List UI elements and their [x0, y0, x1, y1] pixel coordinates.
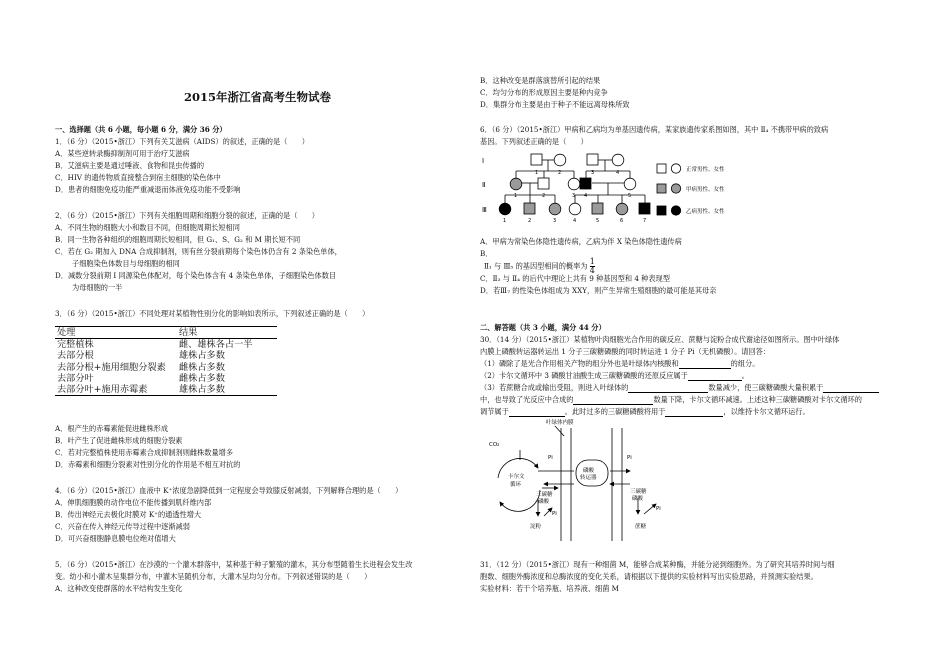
label-tp-out-1: 三碳糖: [630, 489, 647, 495]
section-choice-heading: 一、选择题（共 6 小题，每小题 6 分，满分 36 分）: [55, 125, 227, 134]
table-row: [55, 373, 277, 384]
q4-option-c: C．兴奋在传入神经元传导过程中逐渐减弱: [55, 522, 190, 531]
q1-stem: 1．（6 分）（2015•浙江）下列有关艾滋病（AIDS）的叙述，正确的是（ ）: [55, 137, 309, 146]
q30-chloroplast-diagram: [480, 416, 780, 546]
q6-option-b-label: B．: [480, 249, 493, 258]
label-inner-membrane: 叶绿体内膜: [546, 420, 574, 426]
q3-cell-result: 雄株占多数: [179, 350, 225, 362]
pedigree-iii3-female: [549, 203, 561, 215]
legend-normal-male: [657, 164, 666, 173]
q5-stem-line1: 5．（6 分）（2015•浙江）在沙漠的一个灌木群落中，某种基于种子繁殖的灌木，其分布型随着生长进程会发生改: [55, 560, 413, 569]
label-pi-left: Pi: [548, 455, 553, 461]
pedigree-ii2-male: [538, 178, 549, 189]
pedigree-i2-female: [554, 154, 566, 166]
q2-option-c-line1: C．若在 G₂ 期加入 DNA 合成抑制剂，则有丝分裂前期每个染色体仍含有 2 条染色单体，: [55, 247, 342, 256]
q31-line3: 实验材料：若干个培养瓶、培养液、细菌 M: [480, 584, 620, 593]
q3-table: [55, 326, 277, 396]
pedigree-ii4-male: [580, 178, 591, 189]
legend-normal-label: 正常男性、女性: [686, 167, 725, 173]
q6-stem-line1: 6．（6 分）（2015•浙江）甲病和乙病均为单基因遗传病，某家族遗传家系图如图，其中 Ⅱ₄ 不携带甲病的致病: [480, 125, 829, 134]
label-calvin-2: 循环: [510, 482, 522, 488]
pedigree-iii6-female: [616, 203, 628, 215]
q30-line2: 内膜上磷酸转运器转运出 1 分子三碳糖磷酸的同时转运进 1 分子 Pi（无机磷酸）。请回答：: [480, 347, 771, 356]
q30-sub3: [480, 382, 879, 393]
q30-sub3-line3-text: 调节属于: [480, 407, 509, 416]
gen1-num: 4: [616, 170, 620, 176]
pedigree-iii7-male: [639, 203, 650, 214]
gen2-num: 5: [628, 193, 632, 199]
q6-option-a: A．甲病为常染色体隐性遗传病，乙病为伴 X 染色体隐性遗传病: [480, 237, 682, 246]
section-answer-heading: 二、解答题（共 3 小题，满分 44 分）: [480, 323, 606, 332]
fraction-denominator: 4: [589, 266, 595, 275]
q4-option-a: A．伸肌细胞膜的动作电位不能传播到肌纤维内部: [55, 498, 212, 507]
q6-stem-line2: 基因。下列叙述正确的是（ ）: [480, 137, 588, 146]
pedigree-ii5-female: [624, 178, 636, 190]
legend-normal-female: [671, 164, 680, 173]
q3-cell-treatment: 去部分叶: [57, 372, 94, 384]
q2-option-d-line1: D．减数分裂前期 I 同源染色体配对，每个染色体含有 4 条染色单体，子细胞染色体数目: [55, 271, 337, 280]
q5-stem-line2: 变。幼小和小灌木呈集群分布，中灌木呈随机分布，大灌木呈均匀分布。下列叙述错误的是（ ）: [55, 572, 372, 581]
table-row: [55, 350, 277, 361]
q30-sub3-line3-tail: ，以维持卡尔文循环运行。: [723, 407, 810, 416]
gen3-num: 6: [620, 218, 624, 224]
legend-yi-label: 乙病男性、女性: [686, 209, 725, 215]
q30-sub3-line2-text: 中，也导致了光反应中合成的: [480, 395, 574, 404]
legend-yi-female: [671, 206, 680, 215]
q5-option-d: D．集群分布主要是由于种子不能远离母株所致: [480, 100, 630, 109]
legend-jia-female: [671, 184, 680, 193]
q30-sub3-text: （3）若蔗糖合成或输出受阻，则进入叶绿体的: [480, 383, 629, 392]
q3-cell-result: 雄株占多数: [177, 384, 277, 396]
label-co2: CO₂: [489, 442, 500, 448]
gen2-num: 4: [584, 193, 588, 199]
table-row: [55, 362, 277, 373]
q30-line1: 30．（14 分）（2015•浙江）某植物叶肉细胞光合作用的碳反应、蔗糖与淀粉合成代谢途径如图所示。图中叶绿体: [480, 335, 840, 344]
q6-option-c: C．Ⅱ₃ 与 Ⅱ₄ 的后代中理论上共有 9 种基因型和 4 种表现型: [480, 274, 670, 283]
q5-option-a: A．这种改变使群落的水平结构发生变化: [55, 584, 183, 593]
q1-option-c: C．HIV 的遗传物质直接整合到宿主细胞的染色体中: [55, 173, 221, 182]
pedigree-iii4-female: [569, 203, 581, 215]
q31-line2: 胞数、细胞外酶浓度和总酶浓度的变化关系，请根据以下提供的实验材料写出实验思路，并预测实验结果。: [480, 572, 818, 581]
q30-sub2: [480, 370, 749, 381]
pedigree-i3-male: [587, 154, 598, 165]
q2-option-a: A．不同生物的细胞大小和数目不同，但细胞周期长短相同: [55, 223, 240, 232]
gen3-num: 4: [573, 218, 577, 224]
pedigree-i1-male: [531, 154, 542, 165]
q4-option-b: B．传出神经元去极化时膜对 K⁺的通透性增大: [55, 510, 202, 519]
q2-option-d-line2: 为母细胞的一半: [72, 283, 123, 292]
q30-sub3-line3-mid: 。此时过多的三碳糖磷酸将用于: [564, 407, 666, 416]
gen3-num: 5: [596, 218, 600, 224]
q5-option-b: B．这种改变是群落演替所引起的结果: [480, 76, 601, 85]
gen3-num: 1: [503, 218, 507, 224]
q6-option-d: D．若Ⅲ₇ 的性染色体组成为 XXY，则产生异常生殖细胞的最可能是其母亲: [480, 286, 717, 295]
q3-option-c: C．若对完整植株使用赤霉素合成抑制剂则雌株数量增多: [55, 448, 234, 457]
gen2-num: 3: [572, 193, 576, 199]
q2-stem: 2．（6 分）（2015•浙江）下列有关细胞周期和细胞分裂的叙述，正确的是（ ）: [55, 211, 319, 220]
q30-sub1: [480, 358, 759, 369]
legend-jia-male: [657, 184, 666, 193]
q30-sub3-line2-tail: 数量下降，卡尔文循环减速。上述这种三碳糖磷酸对卡尔文循环的: [653, 395, 862, 404]
q30-sub1-text: （1）磷除了是光合作用相关产物的组分外也是叶绿体内核酸和: [480, 359, 679, 368]
pedigree-iii2-male: [524, 203, 535, 214]
q1-option-a: A．某些逆转录酶抑制剂可用于治疗艾滋病: [55, 149, 190, 158]
q1-option-d: D．患者的细胞免疫功能严重减退而体液免疫功能不受影响: [55, 185, 241, 194]
pedigree-iii1-female: [499, 203, 511, 215]
q4-option-d: D．可兴奋细胞静息膜电位绝对值增大: [55, 534, 176, 543]
gen1-num: 3: [591, 170, 595, 176]
q4-stem: 4．（6 分）（2015•浙江）血液中 K⁺浓度急剧降低到一定程度会导致膝反射减弱，下列解释合理的是（ ）: [55, 486, 403, 495]
q3-option-a: A．根产生的赤霉素能促进雌株形成: [55, 424, 169, 433]
pedigree-i4-female: [612, 154, 624, 166]
label-pi-out: Pi: [656, 506, 661, 512]
q30-sub2-text: （2）卡尔文循环中 3 磷酸甘油酸生成三碳糖磷酸的还原反应属于: [480, 371, 688, 380]
gen3-num: 3: [553, 218, 557, 224]
q3-stem: 3．（6 分）（2015•浙江）不同处理对某植物性别分化的影响如表所示，下列叙述正确的是（ ）: [55, 309, 370, 318]
gen2-num: 1: [514, 193, 518, 199]
table-row: [55, 384, 277, 396]
q6-pedigree-diagram: [480, 148, 780, 238]
q30-sub1-tail: 的组分。: [730, 359, 760, 368]
q2-option-b: B．同一生物各种组织的细胞周期长短相同，但 G₁、S、G₂ 和 M 期长短不同: [55, 235, 301, 244]
q30-sub3-line2: [480, 394, 862, 405]
gen1-num: 2: [558, 170, 562, 176]
label-transporter-1: 磷酸: [583, 468, 595, 474]
gen3-num: 7: [643, 218, 647, 224]
q3-cell-result: 雌、雄株各占一半: [179, 339, 253, 351]
gen-label-3: Ⅲ: [482, 206, 487, 214]
label-tp-in-2: 磷酸: [538, 499, 550, 505]
table-row: [55, 339, 277, 351]
gen-label-1: Ⅰ: [482, 157, 485, 165]
legend-yi-male: [657, 206, 666, 215]
pedigree-iii5-male: [592, 203, 603, 214]
label-tp-out-2: 磷酸: [632, 496, 644, 502]
label-starch: 淀粉: [530, 524, 542, 530]
q3-option-b: B．叶产生了促进雌株形成的细胞分裂素: [55, 436, 183, 445]
gen1-num: 1: [535, 170, 539, 176]
pedigree-ii1-female: [510, 178, 522, 190]
label-pi-starch: Pi: [552, 511, 557, 517]
fraction-numerator: 1: [589, 257, 595, 266]
label-tp-in-1: 三碳糖: [536, 492, 553, 498]
q5-option-c: C．均匀分布的形成原因主要是种内竞争: [480, 88, 608, 97]
q3-cell-treatment: 完整植株: [57, 339, 94, 351]
q31-line1: 31．（12 分）（2015•浙江）现有一种细菌 M，能够合成某种酶，并能分泌到细胞外。为了研究其培养时间与细: [480, 560, 835, 569]
q30-sub2-tail: 。: [741, 371, 749, 380]
label-pi-right: Pi: [627, 455, 632, 461]
label-transporter-2: 转运器: [580, 475, 597, 481]
q2-option-c-line2: 子细胞染色体数目与母细胞的相同: [72, 259, 180, 268]
gen3-num: 2: [528, 218, 532, 224]
q3-cell-result: 雌株占多数: [179, 361, 225, 373]
exam-title: 2015年浙江省高考生物试卷: [183, 90, 331, 104]
pedigree-ii3-female: [568, 178, 580, 190]
q3-table-header-row: [55, 327, 277, 339]
q3-option-d: D．赤霉素和细胞分裂素对性别分化的作用是不相互对抗的: [55, 460, 241, 469]
q3-cell-treatment: 去部分叶+施用赤霉素: [55, 384, 177, 396]
q3-table-header-treatment: 处理: [55, 327, 177, 339]
q6-option-b-text: Ⅱ₁ 与 Ⅲ₅ 的基因型相同的概率为: [484, 261, 588, 271]
q3-table-header-result: 结果: [177, 327, 277, 339]
q30-sub3-mid: 数量减少，使三碳糖磷酸大量积累于: [708, 383, 824, 392]
q3-cell-treatment: 去部分根: [57, 350, 94, 362]
q1-option-b: B．艾滋病主要是通过唾液、食物和昆虫传播的: [55, 161, 205, 170]
label-sucrose: 蔗糖: [635, 524, 647, 530]
legend-jia-label: 甲病男性、女性: [686, 187, 725, 193]
label-calvin-1: 卡尔文: [508, 474, 525, 480]
q3-cell-treatment: 去部分根+施用细胞分裂素: [57, 361, 166, 373]
gen-label-2: Ⅱ: [482, 181, 486, 189]
gen2-num: 2: [542, 193, 546, 199]
q3-cell-result: 雌株占多数: [179, 372, 225, 384]
